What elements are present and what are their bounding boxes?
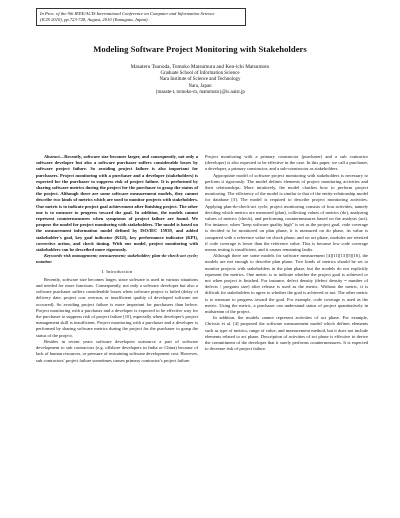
abstract-text: Recently, software size becomes larger, and consequently, not only a software developer but also a software purchaser suffers considerable losses by software project failure. So avoiding project failure is also important for purchasers. Project monitoring with a purchaser and a developer (stakeholders) is expected for the purchaser to suppress risk of project failure. It is performed by sharing software metrics during the project for the purchaser to grasp the status of the project. Although there are some software measurement models, they cannot describe two kinds of metrics which are used to monitor projects with stakeholders. One metric is to indicate project goal achievement after finishing project. The other one is to measure to progress toward the goal. In addition, the models cannot represent countermeasures when symptoms of project failure are found. We propose the model for project monitoring with stakeholders. The model is based on the measurement information model defined by ISO/IEC 15939, and added stakeholder's goal, key goal indicator (KGI), key performance indicator (KPI), corrective action, and check timing. With our model, project monitoring with stakeholders can be described more rigorously. <box>36 154 198 253</box>
author-names: Masateru Tsunoda, Tomoko Matsumura and Ken-ichi Matsumoto <box>130 64 270 70</box>
keywords-text: risk management; measurement; stakeholder; plan-do-check-act cycle; notation <box>36 253 198 265</box>
abstract-lead: Abstract— <box>44 154 65 159</box>
keywords <box>36 253 198 265</box>
section-heading-introduction: I. Introduction <box>101 268 133 274</box>
left-column <box>36 154 198 364</box>
keywords-lead: Keywords- <box>44 253 64 259</box>
abstract <box>36 154 198 253</box>
intro-paragraph: Besides in recent years software developers outsource a part of software development to sub contractors (e.g. offshore developers in India or China) because of lack of human resources, or pressure of restraining software development cost. However, sub contractors' project failure sometimes causes primary contractor's project failure. <box>36 338 198 363</box>
author-email: {masate-t, tomoko-m, matumoto}@is.naist.jp <box>155 90 245 95</box>
body-paragraph: In addition, the models cannot represent activities of act phase. For example, Chrissis et al. [4] proposed the software measurement model which defines elements such as type of metrics, range of value, and measurement method, but it does not include elements related to act phase. Description of activities of act phase is effective to derive the commitment of the developer that it surely performs countermeasures. It is expected to decrease risk of project failure. <box>205 315 368 352</box>
intro-paragraph: Recently, software size becomes larger, since software is used in various situations and needed for more functions. Consequently, not only a software developer but also a software purchaser suffers considerable losses when software project is failed (delay of delivery date, project cost overrun, or insufficient quality of developed software are occurred). So avoiding project failure is more important for purchasers than before. Project monitoring with a purchaser and a developer is expected to be effective way for the purchaser to suppress risk of project failure [10], especially when developer's project management skill is insufficient. Project monitoring with a purchaser and a developer is performed by sharing software metrics during the project for the purchaser to grasp the status of the project. <box>36 276 198 338</box>
right-column <box>205 154 368 353</box>
publication-note-box <box>36 8 246 26</box>
affiliation-location: Nara, Japan <box>188 83 212 89</box>
body-paragraph: Although there are some models for software measurement [4][11][13][5][16], the models are not enough to describe plan phase. Two kinds of metrics should be set to monitor projects with stakeholders in the plan phase, but the models do not explicitly represent the metrics. One metric is to indicate whether the project goal is achieved or not when project is finished. For instance, defect density (defect density = number of defects / program size) after release is used as the metric. Without the metric, it is difficult for stakeholders to agree to whether the goal is achieved or not. The other metric is to measure to progress toward the goal. For example, code coverage is used as the metric. Using the metric, a purchaser can understand status of project quantitatively in midstream of the project. <box>205 253 368 315</box>
publication-line-1: In Proc. of the 9th IEEE/ACIS International Conference on Computer and Information Science <box>40 11 215 16</box>
affiliation-school: Graduate School of Information Science <box>160 70 240 76</box>
publication-line-2: (ICIS 2010), pp.723-728, August, 2010 (Yamagata, Japan). <box>40 17 149 23</box>
body-paragraph: Project monitoring with a primary constructor (purchaser) and a sub contractor (developer) is also expected to be effective in the case. In this paper, we call a purchaser, a developer, a primary constructor, and a sub-constructor as stakeholders. <box>205 154 368 172</box>
paper-title: Modeling Software Project Monitoring with Stakeholders <box>93 44 307 54</box>
affiliation-institute: Nara Institute of Science and Technology <box>159 77 241 83</box>
body-paragraph: Appropriate model of software project monitoring with stakeholders is necessary to perform it rigorously. The model defines elements of project monitoring activities and their relationships. More intuitively, the model clarifies how to perform project monitoring. The efficiency of the model is similar to that of the entity-relationship model for database [3]. The model is required to describe project monitoring activities. Applying plan-do-check-act cycle, project monitoring consists of four activities, namely deciding which metrics are measured (plan), collecting values of metrics (do), analyzing values of metrics (check), and performing countermeasures based on the analysis (act). For instance, when "keep software quality high" is set as the project goal, code coverage is decided to be monitored on plan phase, it is measured on do phase, its value is compared with a reference value on check phase, and on act phase, modules are retested if code coverage is lower than the reference value. This is because low code coverage means testing is insufficient, and it causes remaining faults. <box>205 172 368 253</box>
author-block <box>0 64 400 96</box>
